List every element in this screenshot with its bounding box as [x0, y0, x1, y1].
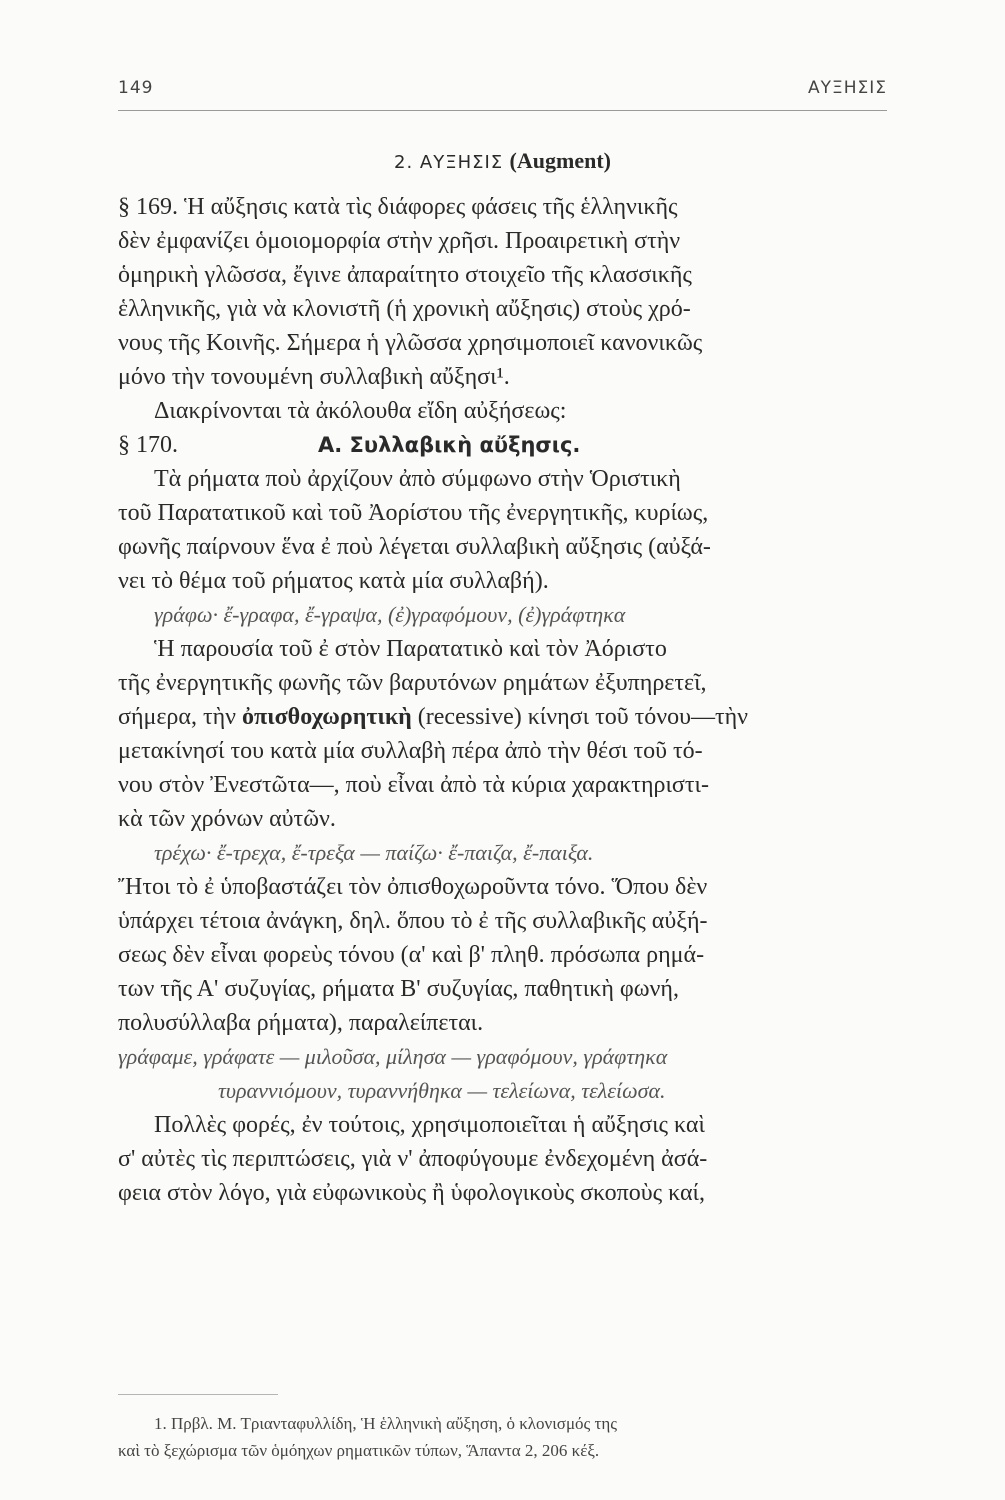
text-line: σ' αὐτὲς τὶς περιπτώσεις, γιὰ ν' ἀποφύγουμε ἐνδεχομένη ἀσά- — [118, 1146, 708, 1172]
example-line: γράφαμε, γράφατε — μιλοῦσα, μίλησα — γραφόμουν, γράφτηκα — [118, 1044, 668, 1069]
text-fragment: σήμερα, τὴν — [118, 704, 237, 730]
text-line: σεως δὲν εἶναι φορεὺς τόνου (α' καὶ β' πληθ. πρόσωπα ρημά- — [118, 942, 705, 968]
section-title-english: (Augment) — [509, 148, 611, 173]
text-line: φεια στὸν λόγο, γιὰ εὐφωνικοὺς ἢ ὑφολογικοὺς σκοποὺς καί, — [118, 1180, 706, 1206]
subsection-heading: Α. Συλλαβικὴ αὔξησις. — [318, 433, 581, 457]
text-line: νει τὸ θέμα τοῦ ρήματος κατὰ μία συλλαβή). — [118, 568, 549, 594]
running-header — [118, 74, 887, 111]
text-line: ὑπάρχει τέτοια ἀνάγκη, δηλ. ὅπου τὸ ἐ τῆς συλλαβικῆς αὐξή- — [118, 908, 708, 934]
text-line: ὁμηρικὴ γλῶσσα, ἔγινε ἀπαραίτητο στοιχεῖο τῆς κλασσικῆς — [118, 262, 692, 288]
page-number: 149 — [118, 78, 154, 98]
section-number: § 170. — [118, 432, 178, 458]
text-line: Τὰ ρήματα ποὺ ἀρχίζουν ἀπὸ σύμφωνο στὴν Ὁριστικὴ — [154, 466, 681, 492]
text-line: ἑλληνικῆς, γιὰ νὰ κλονιστῆ (ἡ χρονικὴ αὔξησις) στοὺς χρό- — [118, 296, 691, 322]
text-line: § 169. Ἡ αὔξησις κατὰ τὶς διάφορες φάσεις τῆς ἑλληνικῆς — [118, 194, 678, 220]
text-line: Ἡ παρουσία τοῦ ἐ στὸν Παρατατικὸ καὶ τὸν Ἀόριστο — [154, 636, 667, 662]
running-title: ΑΥΞΗΣΙΣ — [807, 78, 887, 98]
text-line: Διακρίνονται τὰ ἀκόλουθα εἴδη αὐξήσεως: — [154, 398, 567, 424]
text-line: Ἤτοι τὸ ἐ ὑποβαστάζει τὸν ὀπισθοχωροῦντα τόνο. Ὅπου δὲν — [118, 874, 708, 900]
text-line: δὲν ἐμφανίζει ὁμοιομορφία στὴν χρῆσι. Προαιρετικὴ στὴν — [118, 228, 681, 254]
text-line: μετακίνησί του κατὰ μία συλλαβὴ πέρα ἀπὸ τὴν θέσι τοῦ τό- — [118, 738, 703, 764]
text-line: νου στὸν Ἐνεστῶτα—, ποὺ εἶναι ἀπὸ τὰ κύρια χαρακτηριστι- — [118, 772, 709, 798]
section-title — [0, 148, 1005, 174]
text-line: πολυσύλλαβα ρήματα), παραλείπεται. — [118, 1010, 484, 1036]
text-fragment: (recessive) κίνησι τοῦ τόνου—τὴν — [417, 704, 749, 730]
example-line: γράφω· ἔ-γραφα, ἔ-γραψα, (ἐ)γραφόμουν, (ἐ)γράφτηκα — [154, 602, 626, 627]
footnote-line: 1. Πρβλ. Μ. Τριανταφυλλίδη, Ἡ ἑλληνικὴ αὔξηση, ὁ κλονισμός της — [154, 1414, 617, 1433]
text-line: φωνῆς παίρνουν ἕνα ἐ ποὺ λέγεται συλλαβικὴ αὔξησις (αὐξά- — [118, 534, 711, 560]
example-line: τρέχω· ἔ-τρεχα, ἔ-τρεξα — παίζω· ἔ-παιζα, ἔ-παιξα. — [154, 840, 594, 865]
section-heading-170 — [118, 428, 884, 462]
footnote-divider — [118, 1394, 278, 1395]
text-line: τοῦ Παρατατικοῦ καὶ τοῦ Ἀορίστου τῆς ἐνεργητικῆς, κυρίως, — [118, 500, 709, 526]
footnote-line: καὶ τὸ ξεχώρισμα τῶν ὁμόηχων ρηματικῶν τύπων, Ἅπαντα 2, 206 κέξ. — [118, 1441, 600, 1460]
example-line: τυραννιόμουν, τυραννήθηκα — τελείωνα, τελείωσα. — [218, 1078, 666, 1103]
main-text — [118, 190, 884, 1210]
footnote — [118, 1410, 884, 1464]
text-line: τῆς ἐνεργητικῆς φωνῆς τῶν βαρυτόνων ρημάτων ἐξυπηρετεῖ, — [118, 670, 707, 696]
section-title-greek: 2. ΑΥΞΗΣΙΣ — [394, 152, 504, 173]
text-line: νους τῆς Κοινῆς. Σήμερα ἡ γλῶσσα χρησιμοποιεῖ κανονικῶς — [118, 330, 703, 356]
text-line: μόνο τὴν τονουμένη συλλαβικὴ αὔξησι¹. — [118, 364, 510, 390]
text-line-with-term — [118, 700, 884, 734]
text-line: Πολλὲς φορές, ἐν τούτοις, χρησιμοποιεῖται ἡ αὔξησις καὶ — [154, 1112, 705, 1138]
text-line: των τῆς Α' συζυγίας, ρήματα Β' συζυγίας, παθητικὴ φωνή, — [118, 976, 679, 1002]
text-line: κὰ τῶν χρόνων αὐτῶν. — [118, 806, 336, 832]
bold-term: ὀπισθοχωρητικὴ — [242, 704, 412, 730]
